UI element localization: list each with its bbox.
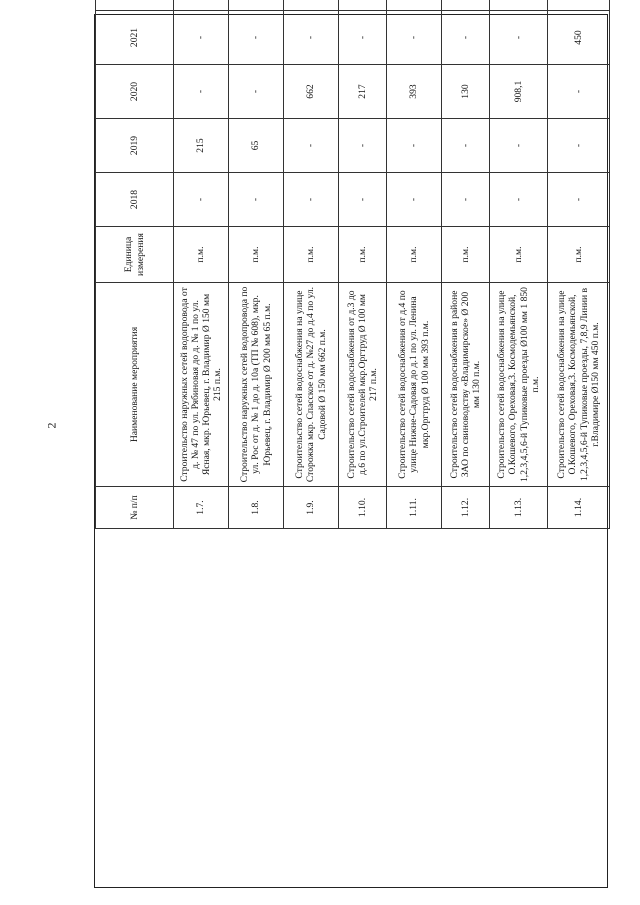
cell-unit: п.м. [284, 227, 339, 283]
cell-2018: - [174, 173, 229, 227]
cell-2022 [490, 0, 548, 11]
cell-unit: п.м. [442, 227, 490, 283]
table-header-row [96, 0, 174, 529]
header-unit: Единица измерения [96, 227, 174, 283]
cell-2020: 662 [284, 65, 339, 119]
cell-2021: 450 [548, 11, 610, 65]
table-row [442, 0, 490, 529]
cell-2018: - [229, 173, 284, 227]
cell-number: 1.10. [339, 487, 387, 529]
cell-2020: 217 [339, 65, 387, 119]
cell-unit: п.м. [490, 227, 548, 283]
table-frame [94, 14, 608, 888]
cell-2022 [548, 0, 610, 11]
cell-2019: 65 [229, 119, 284, 173]
cell-2018: - [284, 173, 339, 227]
cell-name: Строительство сетей водоснабжения в районе ЗАО по свиноводству «Владимирское» Ø 200 мм 130 п.м. [442, 283, 490, 487]
cell-2018: - [339, 173, 387, 227]
cell-2021: - [284, 11, 339, 65]
header-name: Наименование мероприятия [96, 283, 174, 487]
cell-2020: 393 [387, 65, 442, 119]
cell-2021: - [174, 11, 229, 65]
table-row [490, 0, 548, 529]
cell-name: Строительство сетей водоснабжения на улице Сторожка мкр. Спасское от д. №27 до д.4 по ул. Садовой Ø 150 мм 662 п.м. [284, 283, 339, 487]
cell-name: Строительство сетей водоснабжения от д.3 до д.6 по ул.Строителей мкр.Оргтруд Ø 100 мм 217 п.м. [339, 283, 387, 487]
measures-table [95, 0, 610, 529]
cell-2022 [339, 0, 387, 11]
cell-number: 1.12. [442, 487, 490, 529]
header-2019: 2019 [96, 119, 174, 173]
cell-2019: - [442, 119, 490, 173]
table-row [339, 0, 387, 529]
cell-name: Строительство наружных сетей водопровода по ул. Рос от д. № 1 до д. 10а (ТП № 608), мкр. Юрьевец, г. Владимир Ø 200 мм 65 п.м. [229, 283, 284, 487]
cell-2019: - [490, 119, 548, 173]
cell-number: 1.8. [229, 487, 284, 529]
cell-2022 [284, 0, 339, 11]
cell-name: Строительство сетей водоснабжения на улице О.Кошевого, Ореховая,3. Космодемьянской, 1,2,3,4,5,6-й Тупиковые проезды Ø100 мм 1 850 п.м. [490, 283, 548, 487]
cell-number: 1.11. [387, 487, 442, 529]
cell-2018: - [490, 173, 548, 227]
cell-2019: 215 [174, 119, 229, 173]
cell-2019: - [339, 119, 387, 173]
header-number: № п/п [96, 487, 174, 529]
cell-2022 [229, 0, 284, 11]
cell-2021: - [339, 11, 387, 65]
header-2021: 2021 [96, 11, 174, 65]
cell-name: Строительство сетей водоснабжения от д.4 по улице Нижне-Садовая до д.1 по ул. Ленина мкр.Оргтруд Ø 100 мм 393 п.м. [387, 283, 442, 487]
page-number: 2 [44, 422, 59, 429]
table-row [284, 0, 339, 529]
cell-number: 1.9. [284, 487, 339, 529]
cell-unit: п.м. [229, 227, 284, 283]
cell-2020: - [229, 65, 284, 119]
cell-name: Строительство сетей водоснабжения на улице О.Кошевого, Ореховая,3. Космодемьянской, 1,2,3,4,5,6-й Тупиковые проезды, 7,8,9 Линии в г.Владимире Ø150 мм 450 п.м. [548, 283, 610, 487]
cell-2018: - [442, 173, 490, 227]
cell-2021: - [387, 11, 442, 65]
cell-2020: 908,1 [490, 65, 548, 119]
cell-unit: п.м. [174, 227, 229, 283]
cell-2022 [174, 0, 229, 11]
cell-2020: 130 [442, 65, 490, 119]
cell-2022 [387, 0, 442, 11]
cell-2020: - [548, 65, 610, 119]
cell-number: 1.14. [548, 487, 610, 529]
cell-2021: - [442, 11, 490, 65]
header-2022 [96, 0, 174, 11]
cell-2019: - [387, 119, 442, 173]
cell-2018: - [387, 173, 442, 227]
header-2020: 2020 [96, 65, 174, 119]
rotated-table-container [95, 0, 609, 529]
cell-2021: - [490, 11, 548, 65]
table-row [387, 0, 442, 529]
header-2018: 2018 [96, 173, 174, 227]
cell-name: Строительство наружных сетей водопровода от д. № 47 по ул. Рябиновая до д. № 1 по ул. Ясная, мкр. Юрьевец, г. Владимир Ø 150 мм 215 п.м. [174, 283, 229, 487]
cell-2019: - [284, 119, 339, 173]
cell-2021: - [229, 11, 284, 65]
table-row [229, 0, 284, 529]
table-row [548, 0, 610, 529]
cell-number: 1.7. [174, 487, 229, 529]
cell-unit: п.м. [387, 227, 442, 283]
cell-2022 [442, 0, 490, 11]
cell-2019: - [548, 119, 610, 173]
cell-unit: п.м. [548, 227, 610, 283]
table-body [174, 0, 610, 529]
cell-2020: - [174, 65, 229, 119]
cell-number: 1.13. [490, 487, 548, 529]
cell-2018: - [548, 173, 610, 227]
table-row [174, 0, 229, 529]
cell-unit: п.м. [339, 227, 387, 283]
